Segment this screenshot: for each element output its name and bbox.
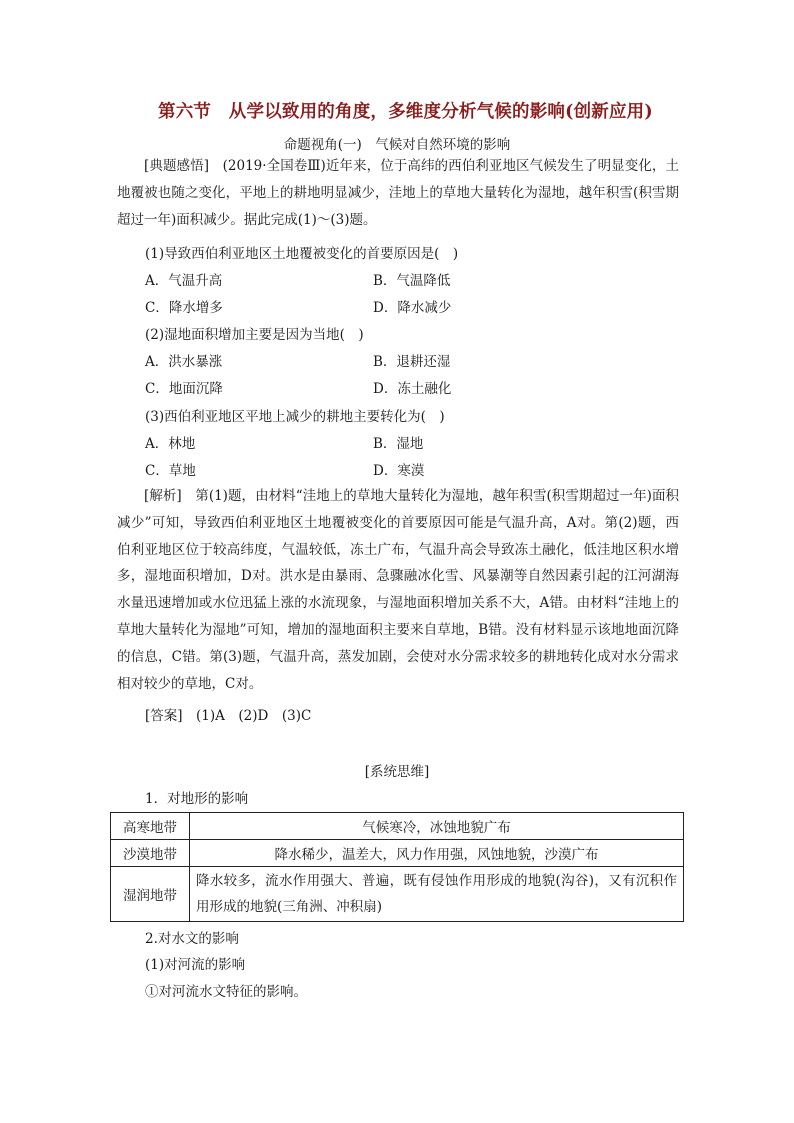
- question-2-option-b: B．退耕还湿: [373, 354, 451, 370]
- climate-terrain-table: [110, 812, 684, 922]
- question-2-option-c: C．地面沉降: [145, 381, 223, 397]
- question-1-stem: (1)导致西伯利亚地区土地覆被变化的首要原因是( ): [145, 246, 459, 262]
- section-subtitle: 命题视角(一) 气候对自然环境的影响: [283, 137, 511, 153]
- table-row: [111, 813, 684, 840]
- question-3-option-d: D．寒漠: [373, 463, 425, 479]
- table-cell-label: 高寒地带: [111, 813, 190, 840]
- table-cell-label: 沙漠地带: [111, 840, 190, 867]
- question-1-option-a: A．气温升高: [145, 273, 223, 289]
- section-1-heading: 1．对地形的影响: [145, 791, 249, 807]
- section-2-1-heading: (1)对河流的影响: [145, 957, 246, 973]
- analysis-paragraph: [解析] 第(1)题，由材料“洼地上的草地大量转化为湿地，越年积雪(积雪期超过一年)面积减少”可知，导致西伯利亚地区土地覆被变化的首要原因可能是气温升高，A对。第(2)题，西伯利亚地区位于较高纬度，气温较低，冻土广布，气温升高会导致冻土融化，低洼地区积水增多，湿地面积增加，D对。洪水是由暴雨、急骤融冰化雪、风暴潮等自然因素引起的江河湖海水量迅速增加或水位迅猛上涨的水流现象，与湿地面积增加关系不大，A错。由材料“洼地上的草地大量转化为湿地”可知，增加的湿地面积主要来自草地，B错。没有材料显示该地地面沉降的信息，C错。第(3)题，气温升高，蒸发加剧，会使对水分需求较多的耕地转化成对水分需求相对较少的草地，C对。: [117, 488, 679, 692]
- table-row: [111, 840, 684, 867]
- system-heading: [系统思维]: [364, 764, 430, 780]
- section-2-1-1-heading: ①对河流水文特征的影响。: [145, 984, 307, 1000]
- intro-paragraph: [典题感悟] (2019·全国卷Ⅲ)近年来，位于高纬的西伯利亚地区气候发生了明显变化，土地覆被也随之变化，平地上的耕地明显减少，洼地上的草地大量转化为湿地，越年积雪(积雪期超过一年)面积减少。据此完成(1)～(3)题。: [117, 158, 679, 228]
- question-2-option-d: D．冻土融化: [373, 381, 452, 397]
- question-3-option-a: A．林地: [145, 436, 196, 452]
- question-3-option-b: B．湿地: [373, 436, 424, 452]
- table-cell-text: 气候寒冷，冰蚀地貌广布: [190, 813, 684, 840]
- question-1-option-b: B．气温降低: [373, 273, 451, 289]
- table-cell-label: 湿润地带: [111, 867, 190, 922]
- table-row: [111, 867, 684, 922]
- answer-line: [答案] (1)A (2)D (3)C: [145, 708, 312, 724]
- question-1-option-c: C．降水增多: [145, 300, 223, 316]
- question-1-option-d: D．降水减少: [373, 300, 452, 316]
- section-2-heading: 2.对水文的影响: [145, 931, 239, 947]
- table-cell-text: 降水较多，流水作用强大、普遍，既有侵蚀作用形成的地貌(沟谷)，又有沉积作用形成的地貌(三角洲、冲积扇): [190, 867, 684, 922]
- question-2-stem: (2)湿地面积增加主要是因为当地( ): [145, 327, 364, 343]
- question-3-stem: (3)西伯利亚地区平地上减少的耕地主要转化为( ): [145, 409, 445, 425]
- question-3-option-c: C．草地: [145, 463, 196, 479]
- table-cell-text: 降水稀少，温差大，风力作用强，风蚀地貌，沙漠广布: [190, 840, 684, 867]
- question-2-option-a: A．洪水暴涨: [145, 354, 223, 370]
- page-title: 第六节 从学以致用的角度，多维度分析气候的影响(创新应用): [158, 102, 653, 122]
